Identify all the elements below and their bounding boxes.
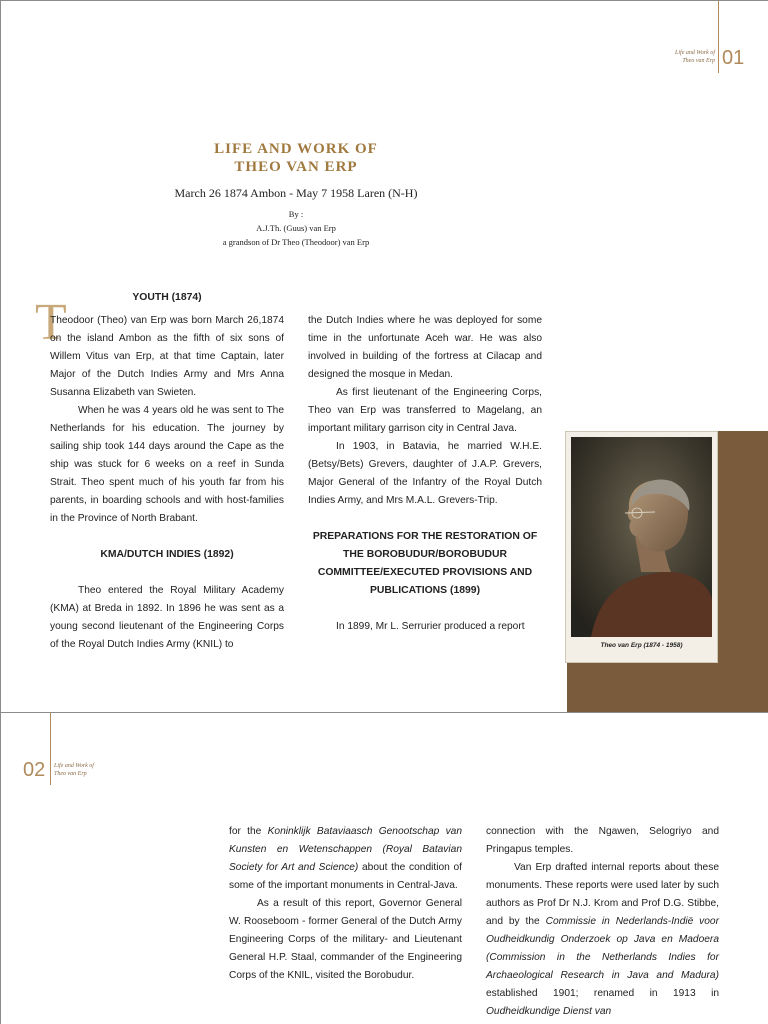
italic-text-run: Oudheidkundige Dienst van bbox=[486, 1006, 612, 1017]
text-run: for the bbox=[229, 826, 268, 837]
header-rule bbox=[50, 713, 51, 785]
right-column bbox=[308, 312, 542, 636]
section-heading-kma: KMA/DUTCH INDIES (1892) bbox=[100, 549, 234, 560]
article-title-line1: LIFE AND WORK OF bbox=[214, 141, 378, 157]
section-heading-youth: YOUTH (1874) bbox=[132, 292, 202, 303]
paragraph: When he was 4 years old he was sent to The Netherlands for his education. The journey by sailing ship took 144 days around the Cape as the ship was stuck for 6 weeks on a reef in Sunda Strait. Theo spent much of his youth far from his parents, in boarding schools and with host-families in the Province of North Brabant. bbox=[50, 405, 284, 524]
portrait-frame bbox=[565, 431, 718, 663]
article-subtitle: March 26 1874 Ambon - May 7 1958 Laren (N-H) bbox=[174, 186, 418, 200]
article-title-line2: THEO VAN ERP bbox=[234, 159, 358, 175]
portrait-caption: Theo van Erp (1874 - 1958) bbox=[600, 642, 683, 649]
running-head-line: Theo van Erp bbox=[54, 771, 87, 777]
running-head-line: Life and Work of bbox=[54, 763, 94, 769]
section-heading-borobudur: PREPARATIONS FOR THE RESTORATION OF THE BOROBUDUR/BOROBUDUR COMMITTEE/EXECUTED PROVISIONS AND PUBLICATIONS (1899) bbox=[312, 531, 538, 596]
text-run: Van Erp drafted internal reports about these monuments. These reports were used later by such authors as Prof Dr N.J. Krom and Prof D.G. Stibbe, and by the bbox=[486, 862, 719, 927]
italic-text-run: Koninklijk Bataviaasch Genootschap van Kunsten en Wetenschappen (Royal Batavian Society for Art and Science) bbox=[229, 826, 462, 873]
author-name: A.J.Th. (Guus) van Erp bbox=[256, 223, 336, 233]
page-number: 01 bbox=[722, 47, 745, 69]
author-note: a grandson of Dr Theo (Theodoor) van Erp bbox=[222, 237, 370, 247]
running-head bbox=[641, 49, 715, 65]
right-column bbox=[486, 823, 719, 1021]
paragraph: the Dutch Indies where he was deployed for some time in the unfortunate Aceh war. He was also involved in building of the fortress at Cilacap and designed the mosque in Medan. bbox=[308, 315, 542, 380]
paragraph: As first lieutenant of the Engineering Corps, Theo van Erp was transferred to Magelang, an important military garrison city in Central Java. bbox=[308, 387, 542, 434]
text-run: established 1901; renamed in 1913 in bbox=[486, 988, 719, 999]
left-column bbox=[50, 289, 284, 654]
paragraph: In 1899, Mr L. Serrurier produced a report bbox=[336, 621, 525, 632]
paragraph: Theo entered the Royal Military Academy (KMA) at Breda in 1892. In 1896 he was sent as a young second lieutenant of the Engineering Corps of the Royal Dutch Indies Army (KNIL) to bbox=[50, 585, 284, 650]
italic-text-run: Commissie in Nederlands-Indië voor Oudheidkundig Onderzoek op Java en Madoera (Commission in the Netherlands Indies for Archaeological Research in Java and Madura) bbox=[486, 916, 719, 981]
paragraph: Theodoor (Theo) van Erp was born March 26,1874 on the island Ambon as the fifth of six sons of Willem Vitus van Erp, at that time Captain, later Major of the Dutch Indies Army and Mrs Anna Susanna Elizabeth van Swieten. bbox=[50, 315, 284, 398]
paragraph: connection with the Ngawen, Selogriyo and Pringapus temples. bbox=[486, 826, 719, 855]
text-run: about the condition of some of the important monuments in Central-Java. bbox=[229, 862, 462, 891]
running-head-line: Life and Work of bbox=[675, 50, 715, 56]
left-column bbox=[229, 823, 462, 985]
page-2 bbox=[0, 712, 768, 1024]
header-rule bbox=[718, 1, 719, 73]
running-head-line: Theo van Erp bbox=[682, 58, 715, 64]
drop-cap: T bbox=[35, 294, 67, 351]
page-number: 02 bbox=[23, 759, 46, 781]
portrait-image bbox=[571, 437, 712, 637]
paragraph bbox=[229, 823, 462, 895]
paragraph: In 1903, in Batavia, he married W.H.E. (Betsy/Bets) Grevers, daughter of J.A.P. Grevers, Major General of the Infantry of the Royal Dutch Indies Army, and Mrs M.A.L. Grevers-Trip. bbox=[308, 441, 542, 506]
paragraph: As a result of this report, Governor General W. Rooseboom - former General of the Dutch Army Engineering Corps of the military- and Lieutenant General H.P. Staal, commander of the Engineering Corps of the KNIL, visited the Borobudur. bbox=[229, 898, 462, 981]
byline-label: By : bbox=[288, 209, 304, 219]
running-head bbox=[54, 762, 134, 778]
paragraph bbox=[486, 859, 719, 1021]
